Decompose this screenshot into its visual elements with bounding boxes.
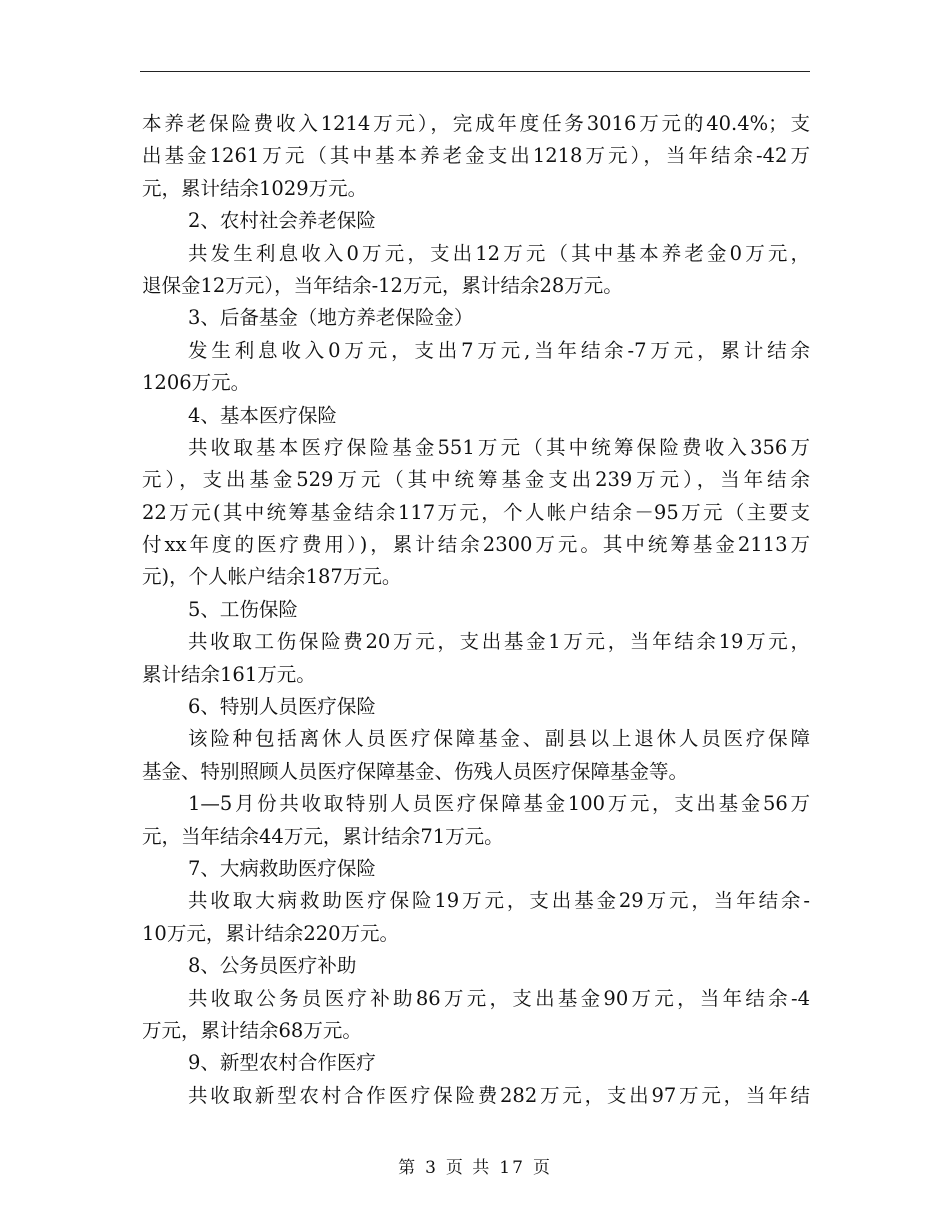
text-line: 元），支出基金529万元（其中统筹基金支出239万元），当年结余	[142, 468, 810, 492]
text-line: 共收取工伤保险费20万元，支出基金1万元，当年结余19万元，	[188, 630, 810, 654]
footer-suffix: 页	[532, 1158, 552, 1178]
text-line: 元，累计结余1029万元。	[142, 176, 368, 200]
text-line: 共收取大病救助医疗保险19万元，支出基金29万元，当年结余-	[188, 889, 810, 913]
text-line: 元，当年结余44万元，累计结余71万元。	[142, 824, 504, 848]
text-line: 该险种包括离休人员医疗保障基金、副县以上退休人员医疗保障	[188, 727, 810, 751]
section-heading: 4、基本医疗保险	[188, 403, 337, 427]
text-line: 22万元(其中统筹基金结余117万元，个人帐户结余－95万元（主要支	[142, 500, 810, 524]
text-line: 1206万元。	[142, 371, 251, 395]
text-line: 本养老保险费收入1214万元），完成年度任务3016万元的40.4%；支	[142, 112, 810, 135]
current-page-number: 3	[425, 1158, 438, 1178]
header-rule	[140, 71, 810, 72]
footer-middle: 页 共	[445, 1158, 492, 1178]
document-body	[142, 108, 810, 1112]
text-line: 共收取基本医疗保险基金551万元（其中统筹保险费收入356万	[188, 435, 810, 459]
text-line: 累计结余161万元。	[142, 662, 316, 686]
section-heading: 6、特别人员医疗保险	[188, 695, 376, 719]
text-line: 1—5月份共收取特别人员医疗保障基金100万元，支出基金56万	[188, 792, 810, 816]
text-line: 共收取新型农村合作医疗保险费282万元，支出97万元，当年结	[188, 1083, 810, 1107]
section-heading: 9、新型农村合作医疗	[188, 1051, 376, 1075]
text-line: 10万元，累计结余220万元。	[142, 921, 400, 945]
text-line: 出基金1261万元（其中基本养老金支出1218万元），当年结余-42万	[142, 144, 810, 168]
footer-prefix: 第	[398, 1158, 418, 1178]
text-line: 万元，累计结余68万元。	[142, 1018, 362, 1042]
text-line: 共收取公务员医疗补助86万元，支出基金90万元，当年结余-4	[188, 986, 810, 1010]
text-line: 基金、特别照顾人员医疗保障基金、伤残人员医疗保障基金等。	[142, 759, 689, 783]
total-page-count: 17	[499, 1158, 525, 1178]
text-line: 元)，个人帐户结余187万元。	[142, 565, 402, 589]
text-line: 共发生利息收入0万元，支出12万元（其中基本养老金0万元，	[188, 241, 810, 265]
text-line: 发生利息收入0万元，支出7万元,当年结余-7万元，累计结余	[188, 338, 810, 362]
page-footer	[0, 1153, 950, 1178]
text-line: 退保金12万元），当年结余-12万元，累计结余28万元。	[142, 273, 623, 297]
section-heading: 7、大病救助医疗保险	[188, 856, 376, 880]
section-heading: 2、农村社会养老保险	[188, 209, 376, 233]
section-heading: 5、工伤保险	[188, 597, 298, 621]
section-heading: 3、后备基金（地方养老保险金）	[188, 306, 474, 330]
section-heading: 8、公务员医疗补助	[188, 954, 357, 978]
text-line: 付xx年度的医疗费用）)，累计结余2300万元。其中统筹基金2113万	[142, 533, 810, 557]
